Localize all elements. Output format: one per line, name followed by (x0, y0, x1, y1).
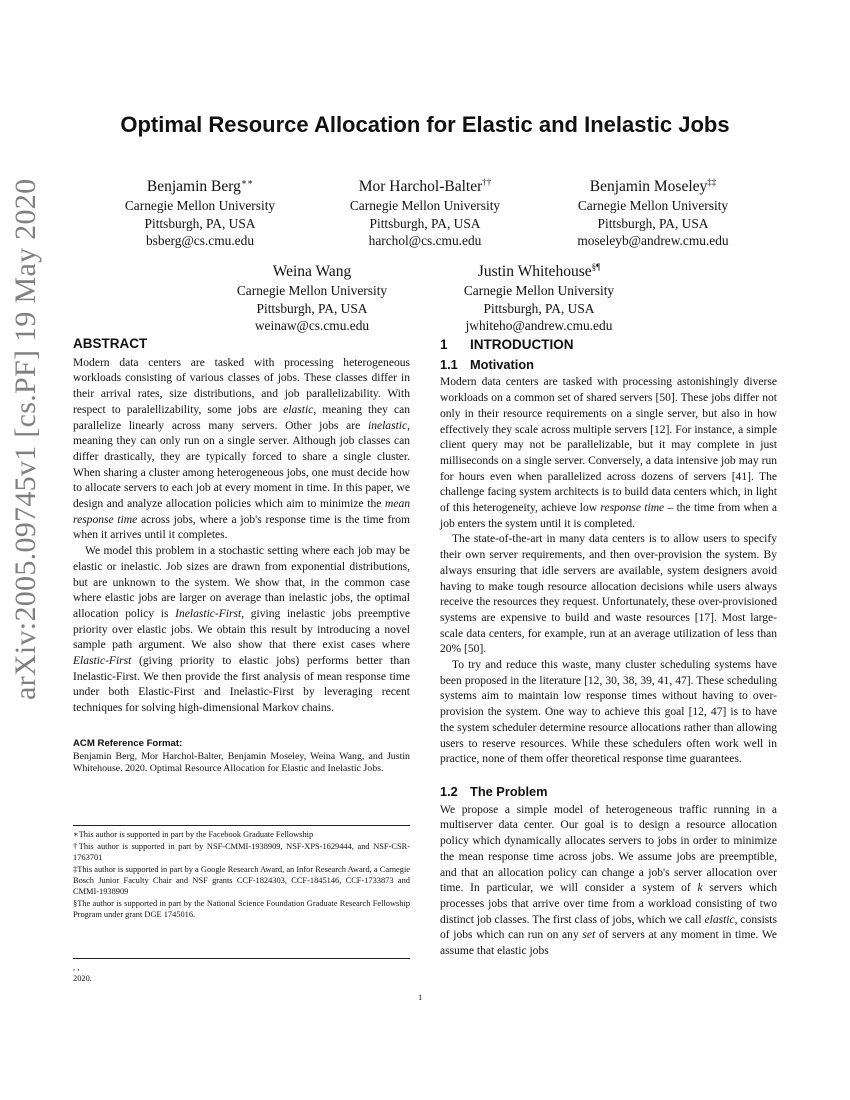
author-email: weinaw@cs.cmu.edu (254, 318, 370, 334)
acm-reference-heading: ACM Reference Format: (73, 738, 183, 749)
conference-rule (73, 958, 410, 959)
introduction-section (440, 337, 777, 960)
conference-info (73, 962, 410, 984)
author-name: Weina Wang (272, 263, 352, 281)
body-paragraph: Modern data centers are tasked with processing astonishingly diverse workloads on a common set of shared servers [50]. These jobs differ not only in their resource requirements on a single server, but also in how effectively they scale across multiple servers [12]. For instance, a simple client query may not be parallelizable, but it may complete in just milliseconds on a single server. Conversely, a data intensive job may run for hours even when parallelized across dozens of servers [41]. The challenge facing system architects is to build data centers which, in light of this heterogeneity, achieve low response time – the time from when a job enters the system until it is completed. (440, 376, 777, 530)
arxiv-identifier: arXiv:2005.09745v1 [cs.PF] 19 May 2020 (9, 178, 42, 700)
conference-line: , , (73, 963, 80, 972)
author-name: Benjamin Moseley (589, 178, 708, 196)
abstract-heading: ABSTRACT (73, 336, 148, 351)
footnote: §The author is supported in part by the National Science Foundation Graduate Research Fellowship Program under grant DGE 1745016. (73, 899, 410, 919)
author-affiliation: Carnegie Mellon University (349, 198, 501, 214)
abstract-section (73, 336, 410, 717)
author-mark: ‡‡ (707, 177, 717, 187)
subsection-heading: 1.1 Motivation (440, 356, 534, 372)
abstract-paragraph: Modern data centers are tasked with processing heterogeneous workloads consisting of various classes of jobs. These classes differ in their arrival rates, size distributions, and job parallelizability. With respect to paralellizability, some jobs are elastic, meaning they can parallelize linearly across many servers. Other jobs are inelastic, meaning they can only run on a single server. Although job classes can differ drastically, they are typically forced to share a single cluster. When sharing a cluster among heterogeneous jobs, one must decide how to allocate servers to each job at every moment in time. In this paper, we design and analyze allocation policies which aim to minimize the mean response time across jobs, where a job's response time is the time from when it arrives until it completes. (73, 356, 410, 542)
author-affiliation: Carnegie Mellon University (577, 198, 729, 214)
body-paragraph: To try and reduce this waste, many cluster scheduling systems have been proposed in the literature [12, 30, 38, 39, 41, 47]. These scheduling systems aim to maintain low response times without having to over-provision the system. One way to achieve this goal [12, 47] is to have the system scheduler determine resource allocations rather than allowing users to reserve resources. While these schedulers often work well in practice, none of them offer theoretical response time guarantees. (440, 659, 777, 766)
author-name: Benjamin Berg (146, 178, 241, 196)
footnote: ∗This author is supported in part by the Facebook Graduate Fellowship (73, 830, 314, 839)
body-paragraph: The state-of-the-art in many data centers is to allow users to specify their own server requirements, and then over-provision the system. By always ensuring that idle servers are available, system designers avoid having to make tough resource allocation decisions while users always receive the resources they request. Unfortunately, these over-provisioned systems are expensive to build and waste resources [17]. Most large-scale data centers, for example, run at an average utilization of less than 20% [50]. (440, 533, 777, 656)
author-location: Pittsburgh, PA, USA (144, 215, 256, 231)
footnote-rule (73, 825, 410, 826)
conference-year: 2020. (73, 974, 92, 983)
author-mark: †† (482, 177, 492, 187)
author-block (325, 172, 525, 250)
abstract-paragraph: We model this problem in a stochastic setting where each job may be elastic or inelastic. Job sizes are drawn from exponential distributions, but are unknown to the system. We show that, in the common case where elastic jobs are larger on average than inelastic jobs, the optimal allocation policy is Inelastic-First, giving inelastic jobs preemptive priority over elastic jobs. We obtain this result by introducing a novel sample path argument. We also show that there exist cases where Elastic-First (giving priority to elastic jobs) performs better than Inelastic-First. We then provide the first analysis of mean response time under both Elastic-First and Inelastic-First by leveraging recent techniques for solving high-dimensional Markov chains. (73, 545, 410, 715)
author-block (439, 257, 639, 335)
author-mark: ∗∗ (240, 177, 254, 187)
author-email: jwhiteho@andrew.cmu.edu (465, 318, 613, 334)
author-name: Mor Harchol-Balter (358, 178, 483, 196)
author-mark: §¶ (591, 262, 601, 272)
author-email: moseleyb@andrew.cmu.edu (577, 233, 729, 249)
author-block (100, 172, 300, 250)
author-block (553, 172, 753, 250)
author-affiliation: Carnegie Mellon University (124, 198, 276, 214)
author-email: harchol@cs.cmu.edu (368, 233, 482, 249)
footnote: ‡This author is supported in part by a Google Research Award, an Infor Research Award, a Carnegie Bosch Junior Faculty Chair and NSF grants CCF-1824303, CCF-1845146, CCF-1733873 and CMMI-1938909 (73, 865, 410, 896)
acm-reference-text: Benjamin Berg, Mor Harchol-Balter, Benjamin Moseley, Weina Wang, and Justin Whitehouse. 2020. Optimal Resource Allocation for Elastic and Inelastic Jobs. (73, 751, 410, 775)
author-location: Pittsburgh, PA, USA (256, 300, 368, 316)
footnote: †This author is supported in part by NSF-CMMI-1938909, NSF-XPS-1629444, and NSF-CSR-1763701 (73, 842, 410, 862)
author-affiliation: Carnegie Mellon University (236, 283, 388, 299)
body-paragraph: We propose a simple model of heterogeneous traffic running in a multiserver data center. Our goal is to design a resource allocation policy which dynamically allocates servers to jobs in order to minimize the mean response time across jobs. We assume jobs are preemptible, and that an allocation policy can change a job's server allocation over time. In particular, we will consider a system of k servers which processes jobs that arrive over time from a workload consisting of two distinct job classes. The first class of jobs, which we call elastic, consists of jobs which can run on any set of servers at any moment in time. We assume that elastic jobs (440, 803, 777, 958)
page-number: 1 (418, 992, 423, 1002)
acm-reference (73, 738, 410, 776)
author-location: Pittsburgh, PA, USA (483, 300, 595, 316)
author-affiliation: Carnegie Mellon University (463, 283, 615, 299)
author-name: Justin Whitehouse (477, 263, 592, 281)
footnotes (73, 829, 410, 921)
author-location: Pittsburgh, PA, USA (597, 215, 709, 231)
author-location: Pittsburgh, PA, USA (369, 215, 481, 231)
section-heading: 1 INTRODUCTION (440, 337, 574, 352)
subsection-heading: 1.2 The Problem (440, 783, 548, 799)
paper-title: Optimal Resource Allocation for Elastic and Inelastic Jobs (120, 112, 730, 137)
author-email: bsberg@cs.cmu.edu (145, 233, 255, 249)
author-block (212, 257, 412, 335)
